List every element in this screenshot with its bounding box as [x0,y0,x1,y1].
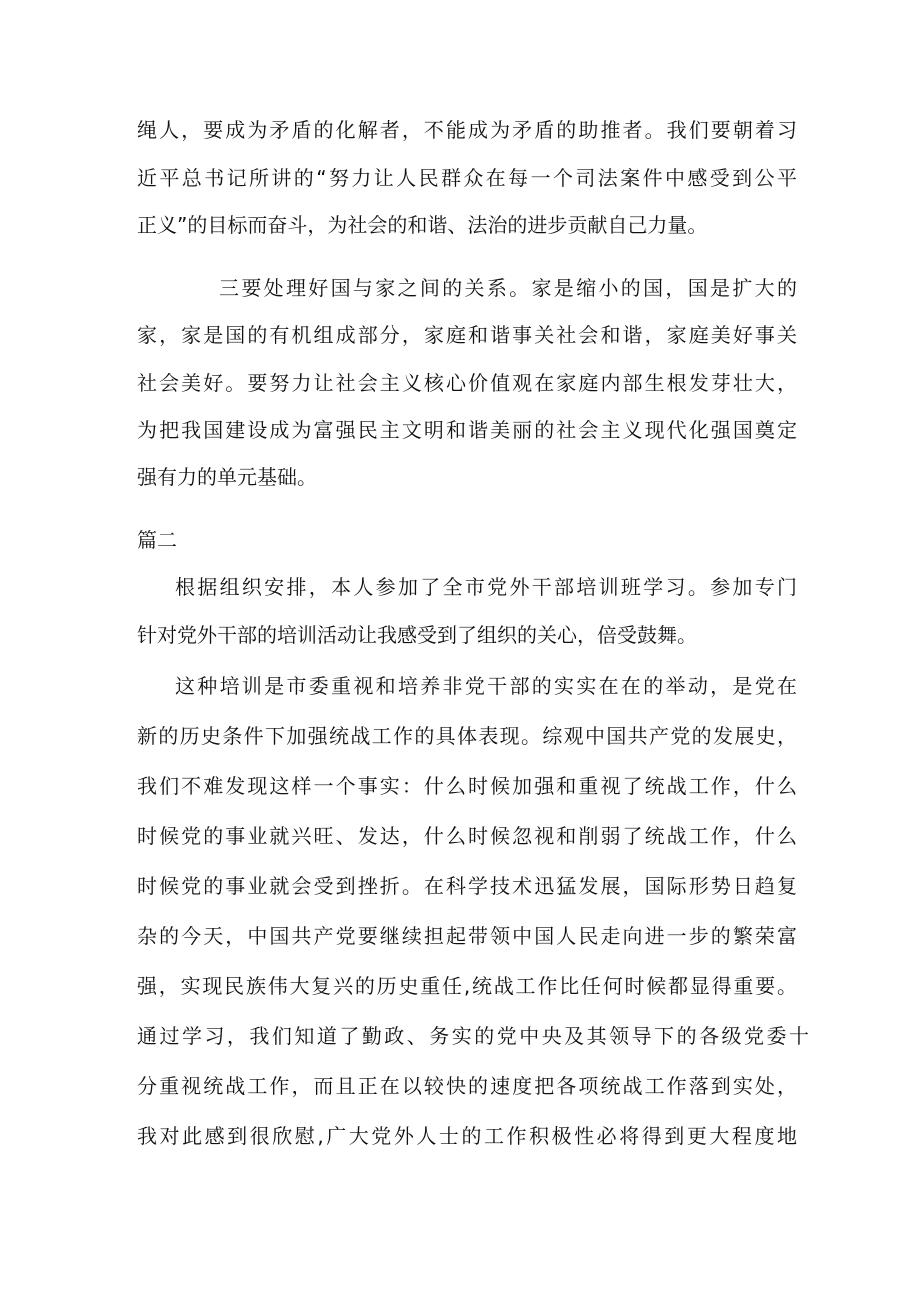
text-line: 为把我国建设成为富强民主文明和谐美丽的社会主义现代化强国奠定 [137,418,797,442]
paragraph-first-line: 这种培训是市委重视和培养非党干部的实实在在的举动，是党在 [175,674,797,698]
paragraph-first-line: 三要处理好国与家之间的关系。家是缩小的国，国是扩大的 [219,276,797,300]
text-line: 强有力的单元基础。 [137,465,317,489]
text-line: 正义”的目标而奋斗，为社会的和谐、法治的进步贡献自己力量。 [137,213,708,237]
text-line: 家，家是国的有机组成部分，家庭和谐事关社会和谐，家庭美好事关 [137,323,797,347]
text-line: 杂的今天，中国共产党要继续担起带领中国人民走向进一步的繁荣富 [137,924,797,948]
text-line: 绳人，要成为矛盾的化解者，不能成为矛盾的助推者。我们要朝着习 [137,118,797,142]
text-line: 通过学习，我们知道了勤政、务实的党中央及其领导下的各级党委十 [137,1024,809,1048]
text-line: 分重视统战工作，而且正在以较快的速度把各项统战工作落到实处， [137,1074,797,1098]
text-line: 强，实现民族伟大复兴的历史重任,统战工作比任何时候都显得重要。 [137,974,797,998]
text-line: 时候党的事业就兴旺、发达，什么时候忽视和削弱了统战工作，什么 [137,824,797,848]
paragraph-first-line: 根据组织安排，本人参加了全市党外干部培训班学习。参加专门 [175,575,797,599]
text-line: 近平总书记所讲的“努力让人民群众在每一个司法案件中感受到公平 [137,166,797,190]
section-heading: 篇二 [137,528,177,552]
text-line: 时候党的事业就会受到挫折。在科学技术迅猛发展，国际形势日趋复 [137,874,797,898]
text-line: 我对此感到很欣慰,广大党外人士的工作积极性必将得到更大程度地 [137,1124,797,1148]
text-line: 新的历史条件下加强统战工作的具体表现。综观中国共产党的发展史， [137,724,797,748]
text-line: 我们不难发现这样一个事实：什么时候加强和重视了统战工作，什么 [137,774,797,798]
text-line: 针对党外干部的培训活动让我感受到了组织的关心，倍受鼓舞。 [137,623,697,647]
text-line: 社会美好。要努力让社会主义核心价值观在家庭内部生根发芽壮大， [137,371,797,395]
